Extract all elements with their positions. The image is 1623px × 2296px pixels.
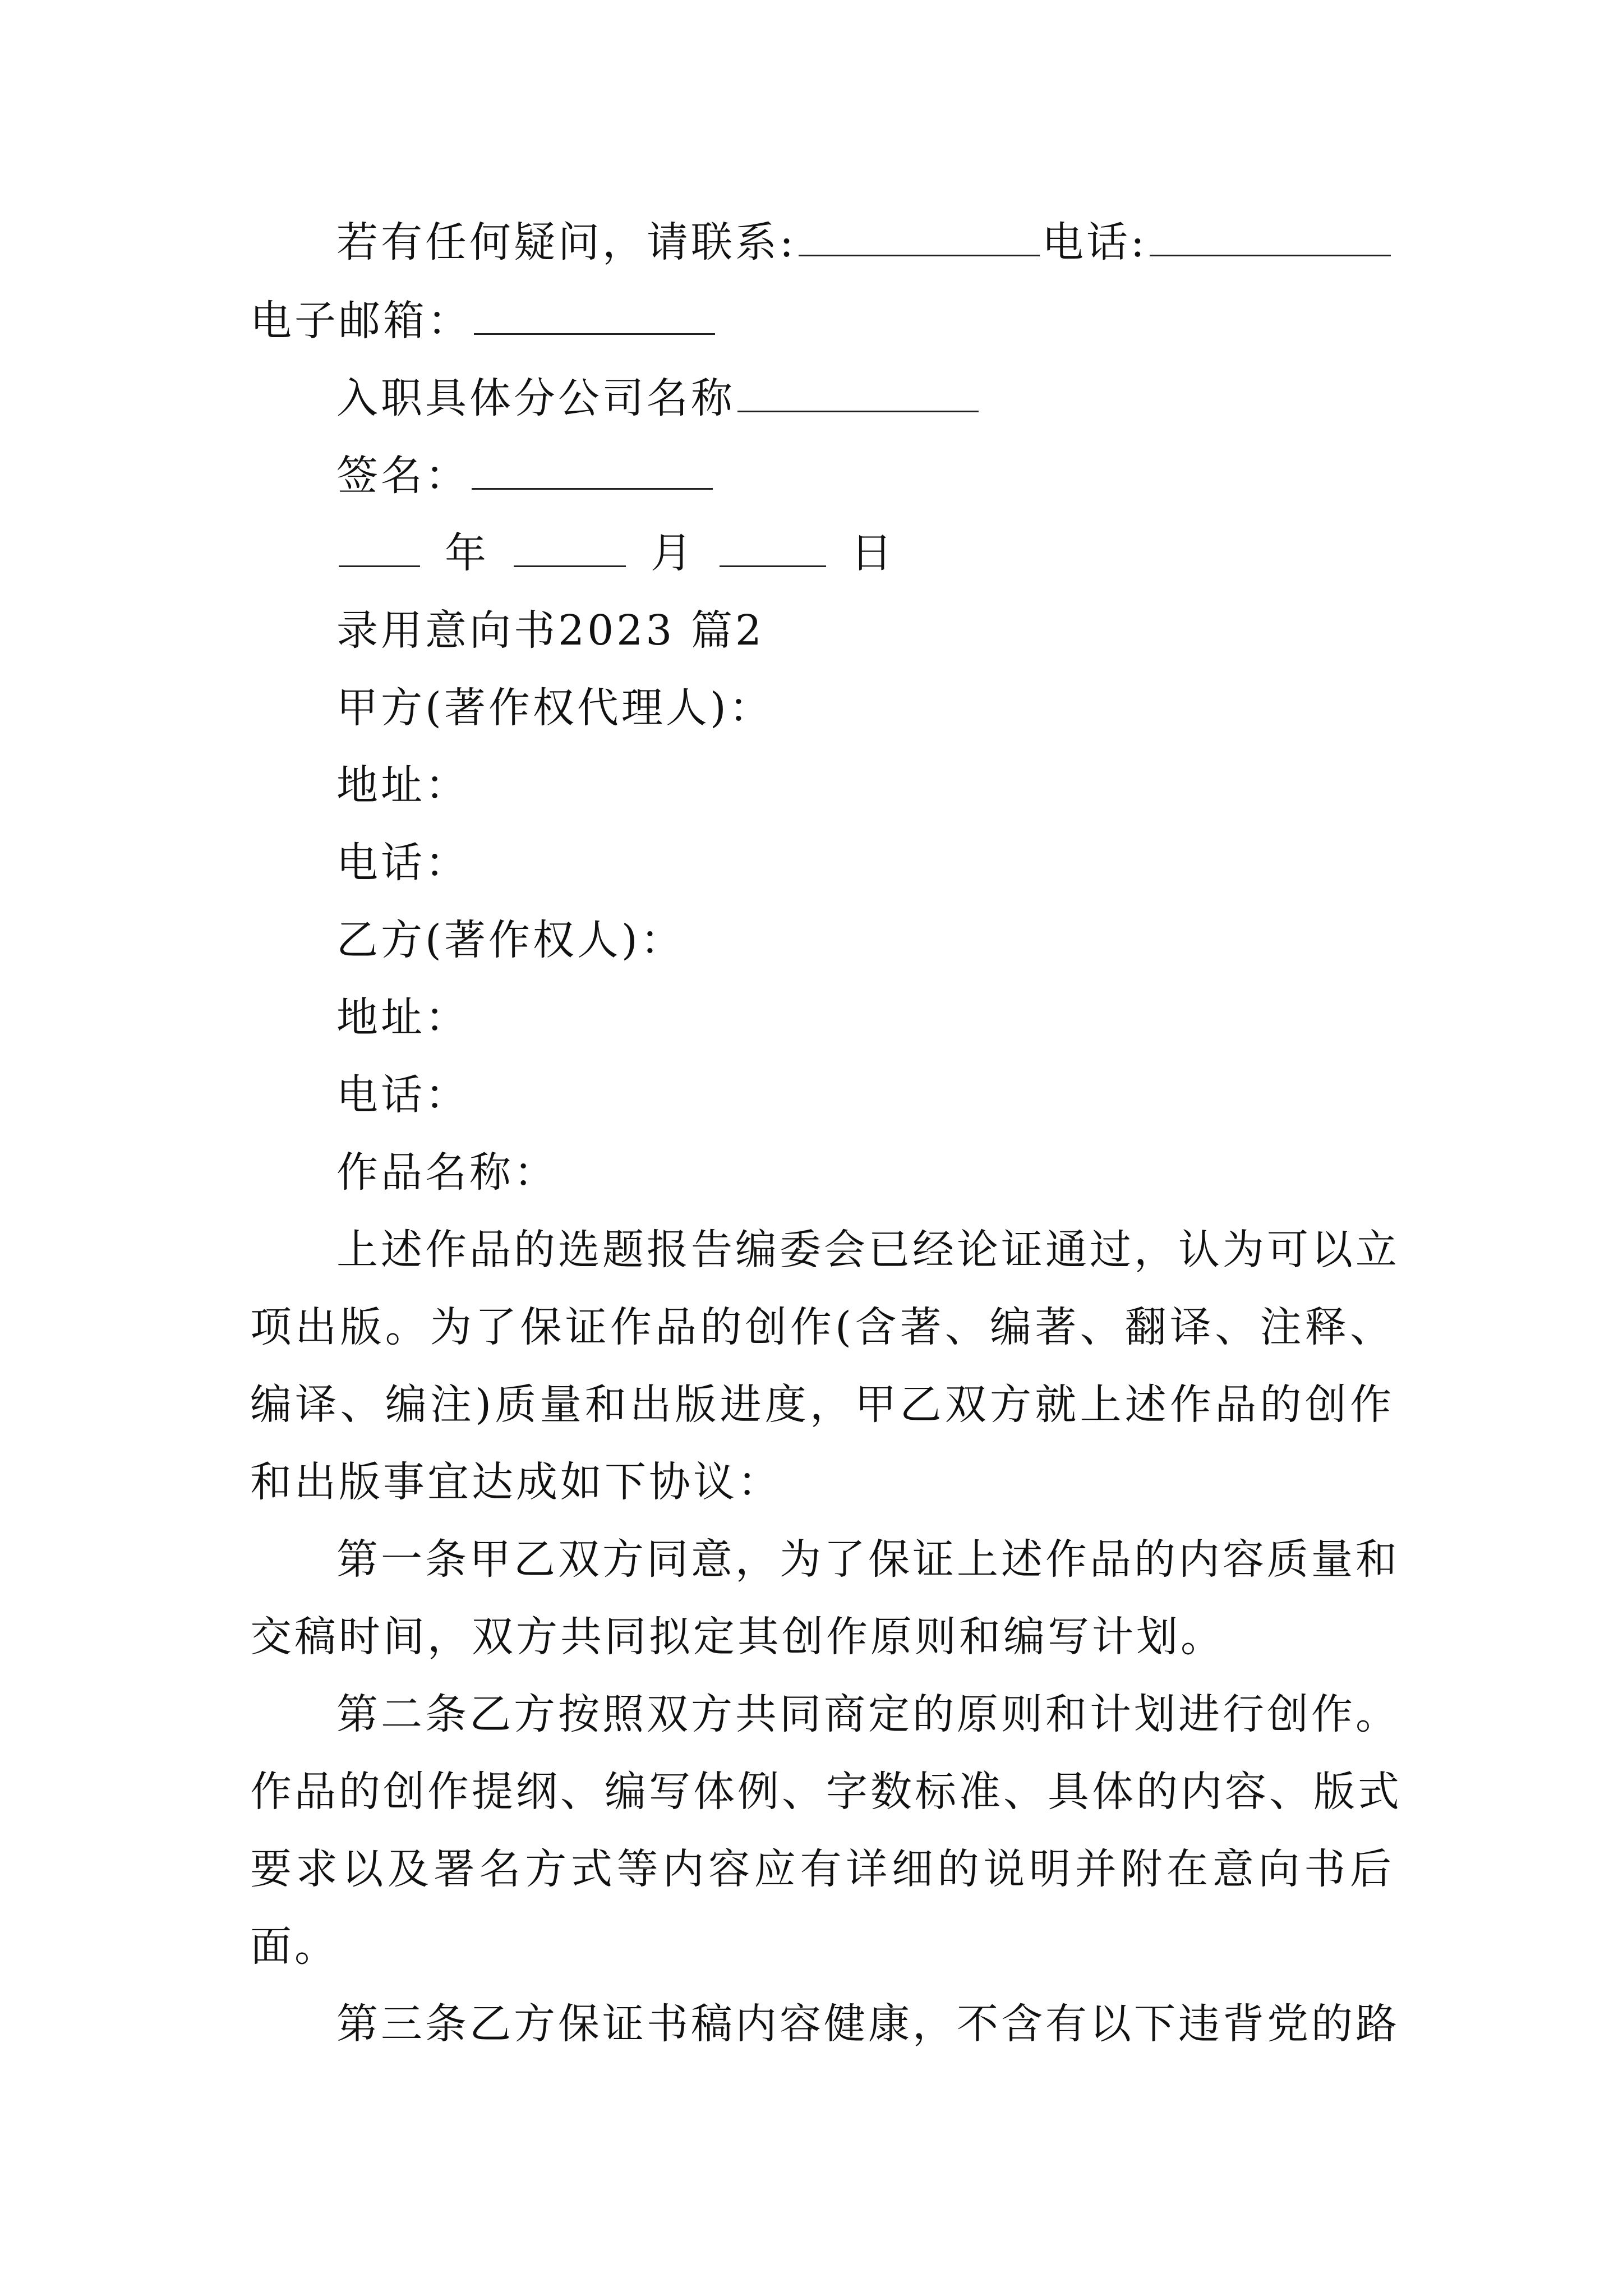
signature-label: 签名： [336,452,469,500]
party-a-phone: 电话： [336,839,469,887]
month-blank [514,526,626,567]
email-label: 电子邮箱： [250,297,472,345]
contact-phone-blank [1150,215,1391,256]
article2-line-3: 要求以及署名方式等内容应有详细的说明并附在意向书后 [250,1845,1394,1893]
intro-line-2: 项出版。为了保证作品的创作(含著、编著、翻译、注释、 [250,1303,1394,1351]
article1-line-1: 第一条甲乙双方同意，为了保证上述作品的内容质量和 [336,1535,1400,1584]
contact-name-blank [799,215,1040,256]
signature-blank [472,449,713,490]
contact-phone-label: 电话: [1041,218,1147,266]
party-b-label: 乙方(著作权人)： [336,916,685,964]
section-title: 录用意向书2023 篇2 [336,606,764,655]
article1-line-2: 交稿时间，双方共同拟定其创作原则和编写计划。 [250,1613,1225,1661]
article3-line-1: 第三条乙方保证书稿内容健康，不含有以下违背党的路 [336,2000,1400,2048]
party-a-label: 甲方(著作权代理人)： [336,684,773,732]
month-label: 月 [651,529,695,577]
email-blank [474,294,715,335]
day-label: 日 [851,529,895,577]
party-b-address: 地址： [336,993,469,1042]
article2-line-4: 面。 [250,1922,339,1971]
intro-line-4: 和出版事宜达成如下协议： [250,1458,782,1506]
intro-line-1: 上述作品的选题报告编委会已经论证通过，认为可以立 [336,1226,1400,1274]
article2-line-1: 第二条乙方按照双方共同商定的原则和计划进行创作。 [336,1690,1400,1738]
contact-line [336,214,1394,270]
party-b-phone: 电话： [336,1071,469,1119]
branch-label: 入职具体分公司名称 [336,374,735,422]
article2-line-2: 作品的创作提纲、编写体例、字数标准、具体的内容、版式 [250,1768,1402,1816]
branch-line [336,370,1394,426]
year-label: 年 [445,529,489,577]
signature-line [336,448,1394,504]
email-line [250,293,1394,349]
branch-blank [737,371,979,412]
day-blank [720,526,826,567]
year-blank [339,526,420,567]
work-name-label: 作品名称： [336,1148,558,1197]
party-a-address: 地址： [336,761,469,809]
date-line [336,525,1394,581]
contact-question: 若有任何疑问，请联系: [336,218,796,266]
intro-line-3: 编译、编注)质量和出版进度，甲乙双方就上述作品的创作 [250,1381,1394,1429]
